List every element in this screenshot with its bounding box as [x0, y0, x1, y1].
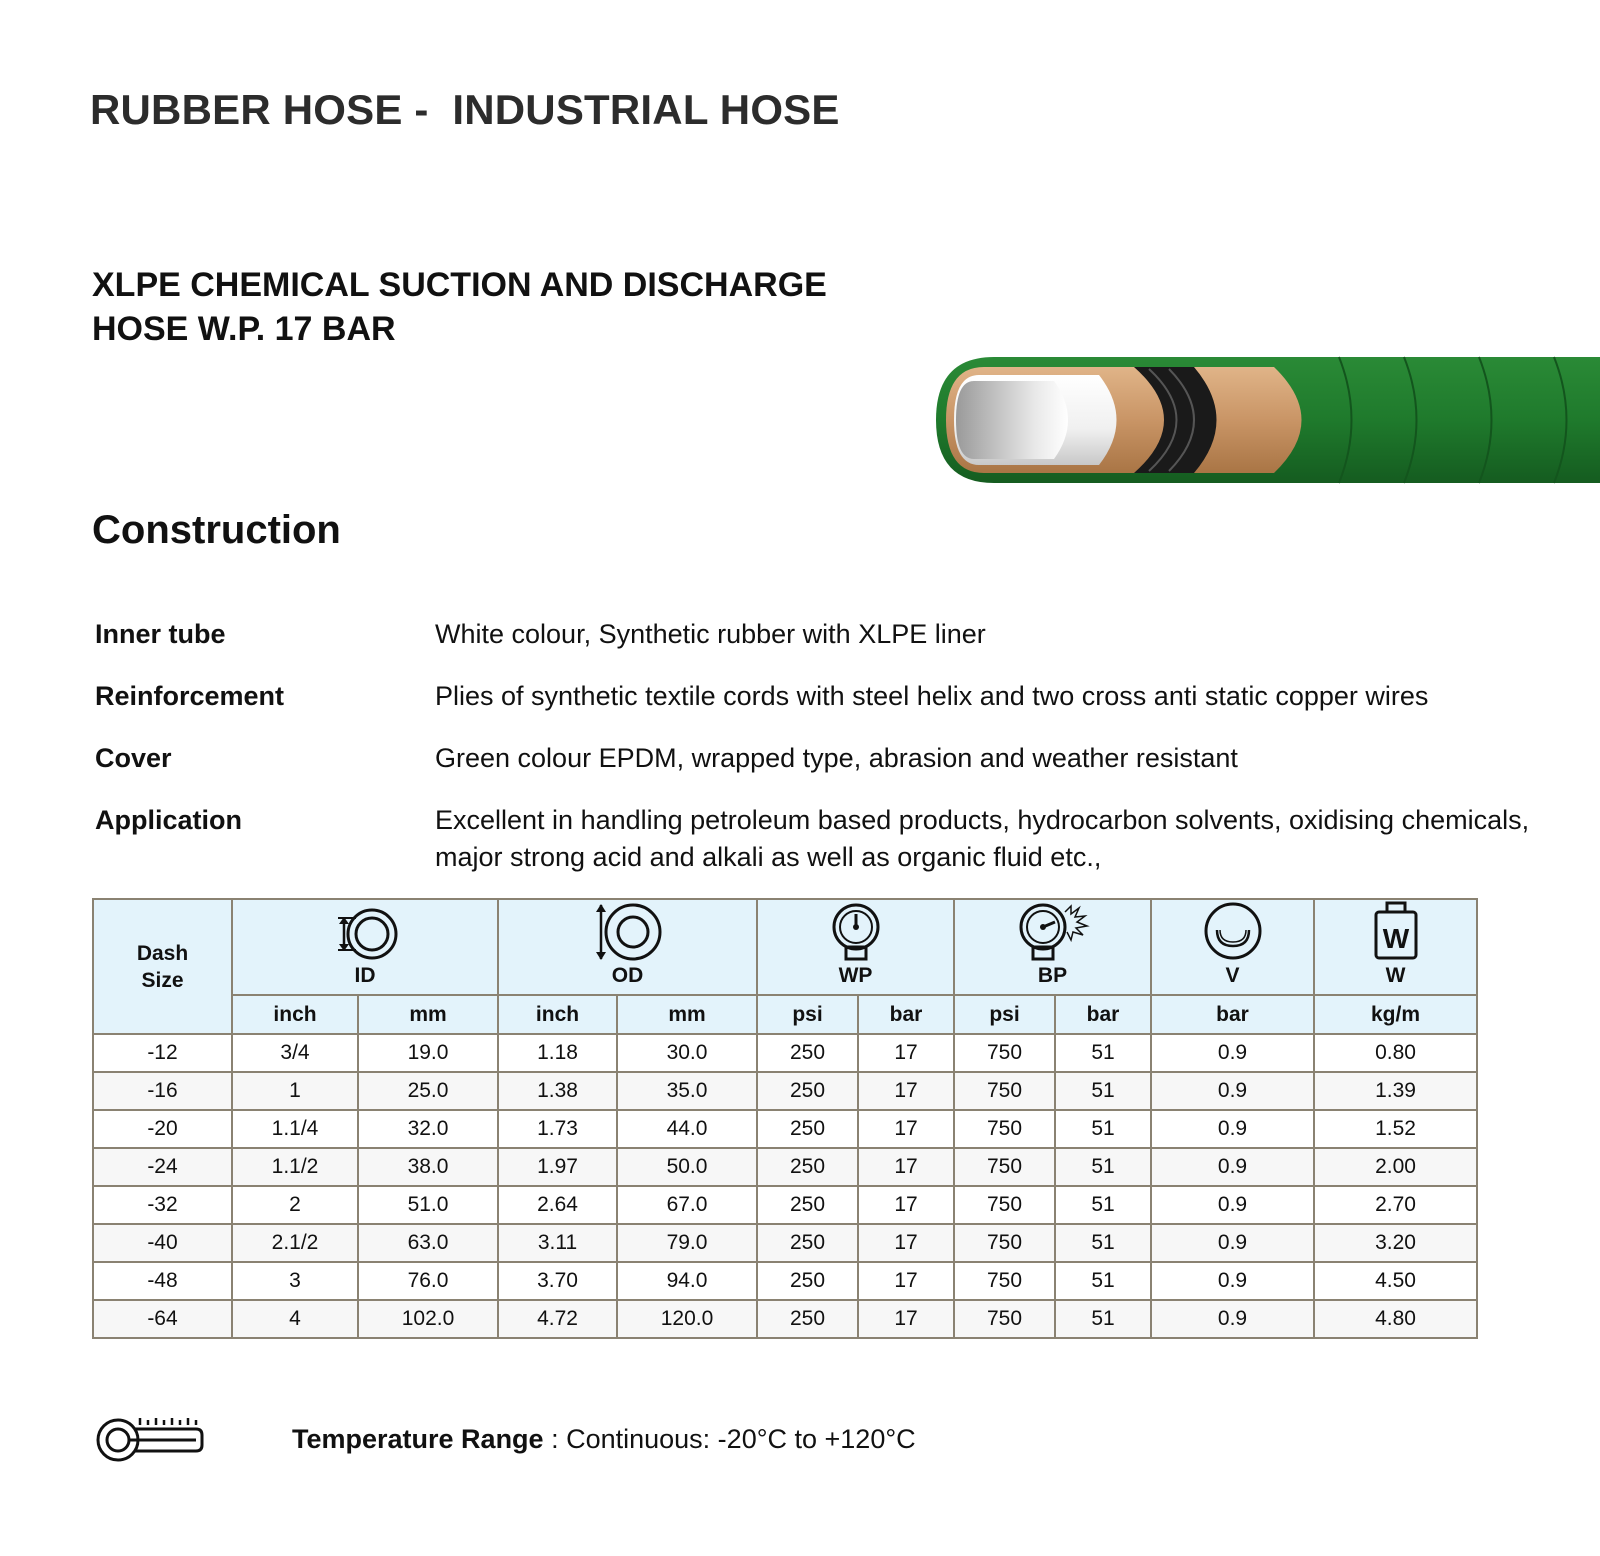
table-cell: 51 — [1055, 1110, 1151, 1148]
table-cell: 250 — [757, 1224, 858, 1262]
table-body — [93, 1034, 1477, 1338]
spec-value: White colour, Synthetic rubber with XLPE liner — [435, 619, 986, 649]
table-cell: 67.0 — [617, 1186, 757, 1224]
table-cell: 17 — [858, 1300, 954, 1338]
thermometer-icon — [96, 1415, 206, 1465]
table-cell: 1.18 — [498, 1034, 617, 1072]
table-cell: 250 — [757, 1300, 858, 1338]
temperature-value: : Continuous: -20°C to +120°C — [543, 1424, 916, 1454]
table-cell: 35.0 — [617, 1072, 757, 1110]
table-cell: 2.64 — [498, 1186, 617, 1224]
group-label: OD — [611, 964, 644, 987]
table-cell: 0.9 — [1151, 1110, 1314, 1148]
table-cell: 38.0 — [358, 1148, 498, 1186]
table-cell: 0.9 — [1151, 1072, 1314, 1110]
spec-table — [92, 898, 1478, 1339]
group-label: ID — [354, 964, 376, 987]
dash-size-cell: -20 — [93, 1110, 232, 1148]
burst-pressure-gauge-icon — [1013, 902, 1093, 962]
group-label: W — [1385, 964, 1406, 987]
table-cell: 30.0 — [617, 1034, 757, 1072]
dash-size-cell: -64 — [93, 1300, 232, 1338]
table-cell: 3/4 — [232, 1034, 358, 1072]
table-row — [93, 1034, 1477, 1072]
unit-header: inch — [232, 995, 358, 1034]
table-cell: 250 — [757, 1262, 858, 1300]
temperature-text — [292, 1424, 916, 1455]
dash-size-cell: -32 — [93, 1186, 232, 1224]
group-label: BP — [1037, 964, 1068, 987]
table-cell: 0.9 — [1151, 1224, 1314, 1262]
table-cell: 51 — [1055, 1072, 1151, 1110]
table-cell: 4.72 — [498, 1300, 617, 1338]
table-cell: 76.0 — [358, 1262, 498, 1300]
bp-header — [954, 899, 1151, 995]
table-cell: 51 — [1055, 1262, 1151, 1300]
table-cell: 0.9 — [1151, 1034, 1314, 1072]
group-label: WP — [838, 964, 873, 987]
table-row — [93, 1110, 1477, 1148]
table-cell: 3.20 — [1314, 1224, 1477, 1262]
v-header — [1151, 899, 1314, 995]
table-cell: 1.39 — [1314, 1072, 1477, 1110]
table-cell: 750 — [954, 1186, 1055, 1224]
table-cell: 4 — [232, 1300, 358, 1338]
table-cell: 51 — [1055, 1186, 1151, 1224]
vacuum-icon — [1202, 900, 1264, 962]
table-cell: 94.0 — [617, 1262, 757, 1300]
inner-diameter-icon — [330, 906, 400, 962]
construction-heading: Construction — [92, 508, 341, 552]
unit-header: inch — [498, 995, 617, 1034]
table-cell: 51 — [1055, 1148, 1151, 1186]
table-cell: 750 — [954, 1034, 1055, 1072]
table-cell: 1.52 — [1314, 1110, 1477, 1148]
table-row — [93, 1148, 1477, 1186]
table-cell: 2.70 — [1314, 1186, 1477, 1224]
table-cell: 17 — [858, 1034, 954, 1072]
table-cell: 32.0 — [358, 1110, 498, 1148]
dash-size-cell: -16 — [93, 1072, 232, 1110]
table-cell: 17 — [858, 1224, 954, 1262]
table-cell: 1.73 — [498, 1110, 617, 1148]
table-cell: 51 — [1055, 1224, 1151, 1262]
id-header — [232, 899, 498, 995]
od-header — [498, 899, 757, 995]
table-cell: 2.00 — [1314, 1148, 1477, 1186]
table-cell: 750 — [954, 1300, 1055, 1338]
table-row — [93, 1262, 1477, 1300]
table-cell: 51 — [1055, 1300, 1151, 1338]
dash-size-header-line-2: Size — [141, 968, 184, 992]
product-title-line-1: XLPE CHEMICAL SUCTION AND DISCHARGE — [92, 266, 827, 304]
table-cell: 2.1/2 — [232, 1224, 358, 1262]
table-cell: 0.9 — [1151, 1262, 1314, 1300]
group-label: V — [1225, 964, 1240, 987]
table-cell: 250 — [757, 1034, 858, 1072]
dash-size-cell: -24 — [93, 1148, 232, 1186]
table-cell: 1.1/2 — [232, 1148, 358, 1186]
table-cell: 750 — [954, 1110, 1055, 1148]
table-cell: 250 — [757, 1148, 858, 1186]
table-cell: 3.11 — [498, 1224, 617, 1262]
table-cell: 0.80 — [1314, 1034, 1477, 1072]
table-row — [93, 1300, 1477, 1338]
table-cell: 250 — [757, 1110, 858, 1148]
table-cell: 750 — [954, 1224, 1055, 1262]
table-row — [93, 1186, 1477, 1224]
table-cell: 44.0 — [617, 1110, 757, 1148]
spec-label: Inner tube — [95, 619, 226, 649]
table-cell: 17 — [858, 1072, 954, 1110]
table-cell: 19.0 — [358, 1034, 498, 1072]
dash-size-cell: -40 — [93, 1224, 232, 1262]
table-cell: 3 — [232, 1262, 358, 1300]
table-cell: 4.80 — [1314, 1300, 1477, 1338]
dash-size-cell: -12 — [93, 1034, 232, 1072]
table-cell: 51 — [1055, 1034, 1151, 1072]
table-cell: 250 — [757, 1072, 858, 1110]
product-title-line-2: HOSE W.P. 17 BAR — [92, 310, 396, 348]
weight-icon — [1371, 900, 1421, 962]
hose-cutaway-image — [934, 355, 1600, 485]
unit-header: bar — [1055, 995, 1151, 1034]
table-cell: 51.0 — [358, 1186, 498, 1224]
page-title: RUBBER HOSE - INDUSTRIAL HOSE — [90, 86, 840, 133]
table-cell: 63.0 — [358, 1224, 498, 1262]
table-cell: 750 — [954, 1262, 1055, 1300]
spec-label: Application — [95, 805, 242, 835]
table-cell: 17 — [858, 1148, 954, 1186]
table-cell: 17 — [858, 1110, 954, 1148]
table-cell: 102.0 — [358, 1300, 498, 1338]
unit-header: mm — [358, 995, 498, 1034]
table-cell: 1 — [232, 1072, 358, 1110]
temperature-range — [96, 1415, 1096, 1465]
table-cell: 1.1/4 — [232, 1110, 358, 1148]
table-row — [93, 1072, 1477, 1110]
table-cell: 17 — [858, 1186, 954, 1224]
dash-size-header — [93, 899, 232, 1034]
dash-size-header-line-1: Dash — [136, 941, 189, 965]
outer-diameter-icon — [593, 902, 663, 962]
table-cell: 250 — [757, 1186, 858, 1224]
product-title — [92, 263, 827, 351]
working-pressure-gauge-icon — [826, 902, 886, 962]
unit-header: kg/m — [1314, 995, 1477, 1034]
dash-size-cell: -48 — [93, 1262, 232, 1300]
w-header — [1314, 899, 1477, 995]
table-cell: 50.0 — [617, 1148, 757, 1186]
unit-header: psi — [757, 995, 858, 1034]
unit-header: bar — [858, 995, 954, 1034]
spec-value: Green colour EPDM, wrapped type, abrasion and weather resistant — [435, 743, 1238, 773]
table-cell: 750 — [954, 1072, 1055, 1110]
table-cell: 2 — [232, 1186, 358, 1224]
table-cell: 750 — [954, 1148, 1055, 1186]
spec-label: Reinforcement — [95, 681, 285, 711]
table-cell: 120.0 — [617, 1300, 757, 1338]
table-cell: 4.50 — [1314, 1262, 1477, 1300]
unit-header: psi — [954, 995, 1055, 1034]
wp-header — [757, 899, 954, 995]
table-cell: 3.70 — [498, 1262, 617, 1300]
spec-value: Plies of synthetic textile cords with steel helix and two cross anti static copper wires — [435, 681, 1429, 711]
table-cell: 25.0 — [358, 1072, 498, 1110]
weight-glyph: W — [1382, 923, 1409, 954]
table-row — [93, 1224, 1477, 1262]
table-cell: 17 — [858, 1262, 954, 1300]
table-cell: 0.9 — [1151, 1300, 1314, 1338]
temperature-label: Temperature Range — [292, 1424, 544, 1454]
spec-value: Excellent in handling petroleum based products, hydrocarbon solvents, oxidising chemicals, major strong acid and alkali as well as organic fluid etc., — [435, 805, 1530, 872]
table-cell: 1.38 — [498, 1072, 617, 1110]
unit-header: bar — [1151, 995, 1314, 1034]
table-cell: 1.97 — [498, 1148, 617, 1186]
unit-row — [93, 995, 1477, 1034]
unit-header: mm — [617, 995, 757, 1034]
spec-label: Cover — [95, 743, 172, 773]
table-cell: 79.0 — [617, 1224, 757, 1262]
table-cell: 0.9 — [1151, 1186, 1314, 1224]
table-cell: 0.9 — [1151, 1148, 1314, 1186]
